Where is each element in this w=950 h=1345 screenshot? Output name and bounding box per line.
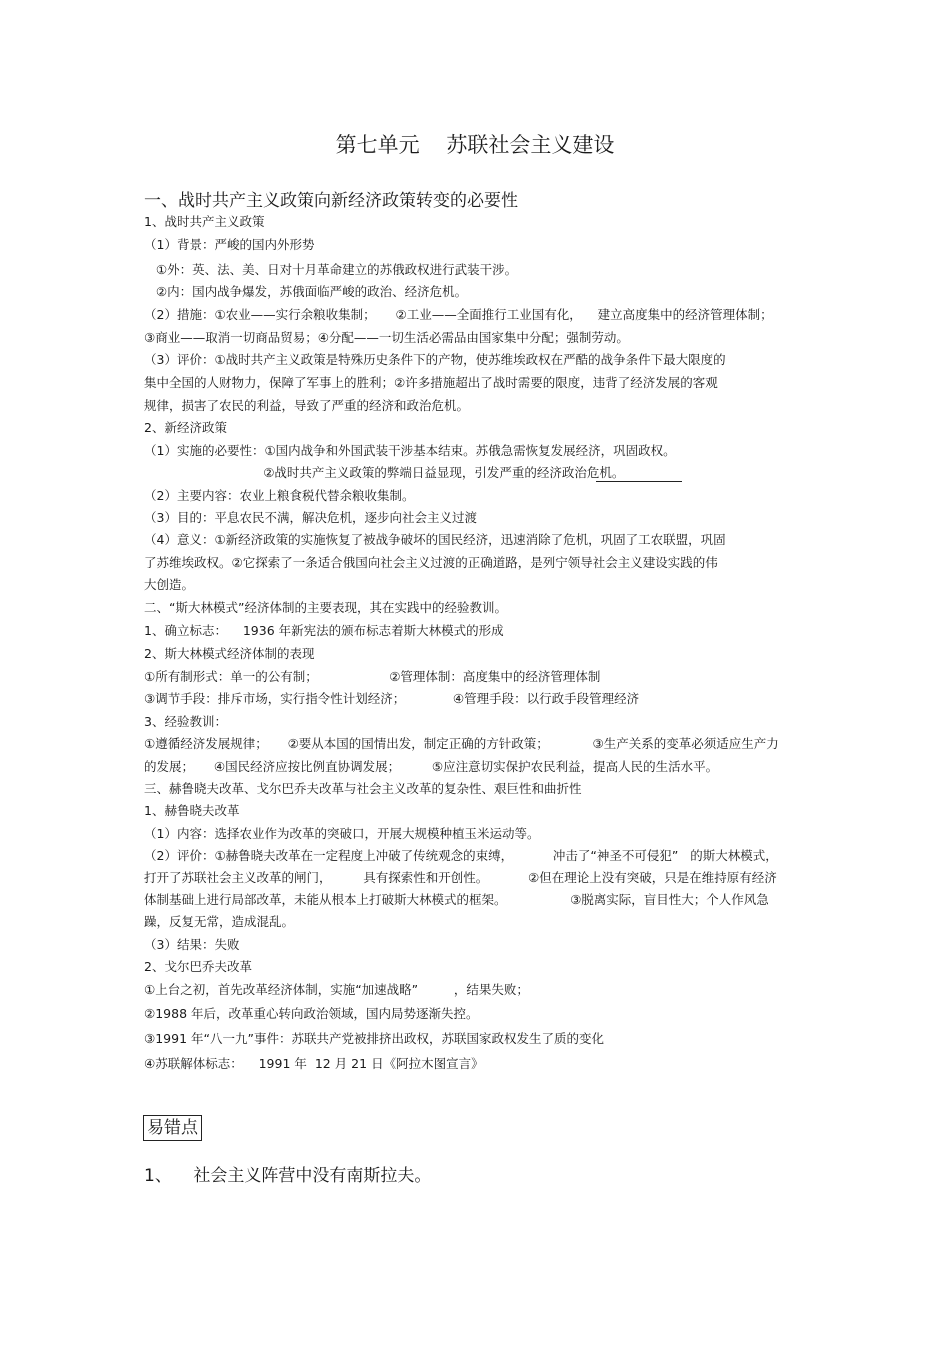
text-line: ①所有制形式：单一的公有制； ②管理体制：高度集中的经济管理体制 [144,669,601,684]
text-line: 二、“斯大林模式”经济体制的主要表现，其在实践中的经验教训。 [144,600,507,615]
text-line: 1、赫鲁晓夫改革 [144,803,240,818]
text-line: （1）背景：严峻的国内外形势 [144,237,315,252]
text-line: 体制基础上进行局部改革，未能从根本上打破斯大林模式的框架。 ③脱离实际，盲目性大；个人作风急 [144,892,769,907]
text-line: 1、战时共产主义政策 [144,214,265,229]
error-point-1: 1、 社会主义阵营中没有南斯拉夫。 [144,1166,432,1186]
page-title: 第七单元 苏联社会主义建设 [335,133,615,157]
text-line: 规律，损害了农民的利益，导致了严重的经济和政治危机。 [144,398,470,413]
text-line: 的发展； ④国民经济应按比例直协调发展； ⑤应注意切实保护农民利益，提高人民的生活水平。 [144,759,719,774]
text-line: （2）主要内容：农业上粮食税代替余粮收集制。 [144,488,415,503]
text-line: ①上台之初，首先改革经济体制，实施“加速战略” ，结果失败； [144,982,529,997]
text-line: （2）评价：①赫鲁晓夫改革在一定程度上冲破了传统观念的束缚， 冲击了“神圣不可侵犯” 的斯大林模式， [144,848,778,863]
text-underline [596,481,682,482]
text-line: （3）结果：失败 [144,937,240,952]
text-line: 集中全国的人财物力，保障了军事上的胜利；②许多措施超出了战时需要的限度，违背了经济发展的客观 [144,375,718,390]
text-line: ①遵循经济发展规律； ②要从本国的国情出发，制定正确的方针政策； ③生产关系的变革必须适应生产力 [144,736,779,751]
text-line: 了苏维埃政权。②它探索了一条适合俄国向社会主义过渡的正确道路，是列宁领导社会主义建设实践的伟 [144,555,718,570]
text-line: 2、新经济政策 [144,420,227,435]
text-line: （3）目的：平息农民不满，解决危机，逐步向社会主义过渡 [144,510,477,525]
text-line: 躁，反复无常，造成混乱。 [144,914,295,929]
text-line: （1）内容：选择农业作为改革的突破口，开展大规模种植玉米运动等。 [144,826,540,841]
error-prone-points-label: 易错点 [143,1115,202,1141]
text-line: （3）评价：①战时共产主义政策是特殊历史条件下的产物，使苏维埃政权在严酷的战争条件下最大限度的 [144,352,726,367]
section-heading-1: 一、战时共产主义政策向新经济政策转变的必要性 [144,191,518,211]
text-line: 打开了苏联社会主义改革的闸门， 具有探索性和开创性。 ②但在理论上没有突破，只是在维持原有经济 [144,870,777,885]
text-line: ②1988 年后，改革重心转向政治领域，国内局势逐渐失控。 [144,1006,479,1021]
text-line: ③商业——取消一切商品贸易；④分配——一切生活必需品由国家集中分配；强制劳动。 [144,330,629,345]
text-line: 2、戈尔巴乔夫改革 [144,959,252,974]
text-line: 三、赫鲁晓夫改革、戈尔巴乔夫改革与社会主义改革的复杂性、艰巨性和曲折性 [144,781,582,796]
text-line: （2）措施：①农业——实行余粮收集制； ②工业——全面推行工业国有化， 建立高度集中的经济管理体制； [144,307,773,322]
text-line: ②内：国内战争爆发，苏俄面临严峻的政治、经济危机。 [144,284,468,299]
text-line: 2、斯大林模式经济体制的表现 [144,646,315,661]
text-line: ③1991 年“八一九”事件：苏联共产党被排挤出政权，苏联国家政权发生了质的变化 [144,1031,604,1046]
text-line: （1）实施的必要性：①国内战争和外国武装干涉基本结束。苏俄急需恢复发展经济，巩固政权。 [144,443,676,458]
text-line: ③调节手段：排斥市场，实行指令性计划经济； ④管理手段：以行政手段管理经济 [144,691,640,706]
text-line: ①外：英、法、美、日对十月革命建立的苏俄政权进行武装干涉。 [144,262,518,277]
text-line: 大创造。 [144,577,195,592]
text-line: 3、经验教训： [144,714,227,729]
text-line: （4）意义：①新经济政策的实施恢复了被战争破坏的国民经济，迅速消除了危机，巩固了工农联盟，巩固 [144,532,726,547]
text-line: 1、确立标志： 1936 年新宪法的颁布标志着斯大林模式的形成 [144,623,504,638]
text-line: ④苏联解体标志： 1991 年 12 月 21 日《阿拉木图宣言》 [144,1056,484,1071]
text-line: ②战时共产主义政策的弊端日益显现，引发严重的经济政治危机。 [144,465,625,480]
